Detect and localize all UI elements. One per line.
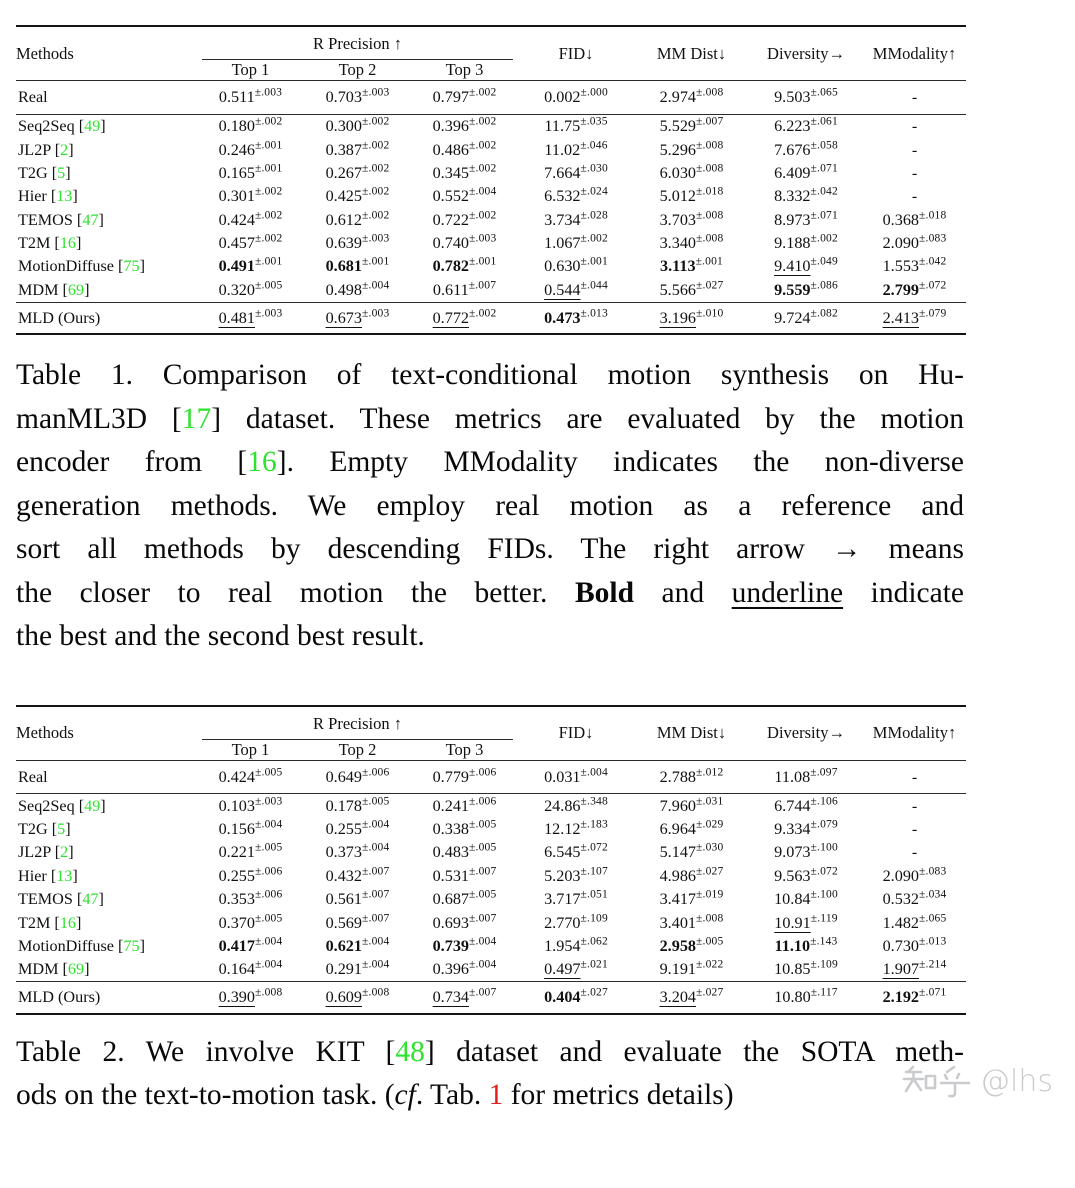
value-cell: $0.703^{\pm.003}$: [325, 86, 390, 106]
caption-text: ods on the text-to-motion task. (: [16, 1079, 395, 1111]
value-cell: $0.687^{\pm.005}$: [432, 888, 497, 909]
value-cell: $3.113^{\pm.001}$: [660, 256, 723, 276]
citation-ref: 69: [67, 960, 85, 979]
value-cell: $0.165^{\pm.001}$: [218, 162, 283, 182]
value-cell: $10.84^{\pm.100}$: [774, 888, 838, 909]
caption-text: Table 2. We involve KIT [: [16, 1035, 396, 1068]
caption-text: manML3D [: [16, 402, 182, 435]
table-row: [16, 231, 966, 254]
method-cell: Seq2Seq [49]: [18, 796, 106, 815]
value-cell: $0.300^{\pm.002}$: [325, 115, 390, 136]
value-cell: $0.267^{\pm.002}$: [325, 162, 390, 182]
value-cell: $3.703^{\pm.008}$: [659, 209, 724, 229]
value-cell: $0.552^{\pm.004}$: [432, 185, 497, 206]
value-cell: $0.246^{\pm.001}$: [218, 139, 283, 159]
caption-text: indicate: [843, 576, 964, 609]
value-cell: $0.373^{\pm.004}$: [325, 842, 390, 862]
value-cell: $0.473^{\pm.013}$: [544, 307, 608, 327]
value-cell: $2.192^{\pm.071}$: [882, 986, 947, 1006]
value-cell: $0.649^{\pm.006}$: [325, 766, 390, 786]
value-cell: $0.782^{\pm.001}$: [432, 256, 497, 276]
value-cell: $2.788^{\pm.012}$: [659, 766, 724, 786]
citation-ref: 75: [123, 936, 140, 955]
value-cell: $3.401^{\pm.008}$: [659, 912, 724, 932]
method-cell: T2G [5]: [18, 820, 71, 839]
value-cell: $0.031^{\pm.004}$: [544, 766, 608, 786]
value-cell: $0.291^{\pm.004}$: [325, 958, 390, 979]
citation-ref: 2: [60, 140, 69, 159]
value-cell: $3.340^{\pm.008}$: [659, 232, 724, 253]
value-cell: $0.639^{\pm.003}$: [325, 232, 390, 253]
value-cell: $2.974^{\pm.008}$: [659, 86, 724, 106]
method-cell: MDM [69]: [18, 280, 90, 299]
value-cell: $6.532^{\pm.024}$: [544, 185, 608, 206]
value-cell: $0.630^{\pm.001}$: [544, 256, 608, 276]
value-cell: $0.730^{\pm.013}$: [882, 935, 947, 955]
value-cell: $0.241^{\pm.006}$: [432, 795, 497, 815]
table-row: [16, 864, 966, 887]
method-cell: MLD (Ours): [18, 988, 101, 1006]
value-cell: $5.203^{\pm.107}$: [544, 865, 608, 885]
value-cell: $11.08^{\pm.097}$: [774, 766, 838, 786]
table-row: [16, 934, 966, 957]
value-cell: $0.301^{\pm.002}$: [218, 185, 283, 206]
metric-header: FID↓: [558, 43, 594, 63]
value-cell: $0.734^{\pm.007}$: [432, 986, 497, 1006]
citation-ref: 17: [181, 402, 212, 435]
table-row: [16, 958, 966, 982]
value-cell: -: [911, 140, 918, 159]
table2-caption: [16, 1031, 1053, 1118]
top-k-header: Top 3: [445, 739, 484, 759]
value-cell: $9.724^{\pm.082}$: [774, 307, 838, 327]
value-cell: $0.387^{\pm.002}$: [325, 139, 390, 159]
table-row: [16, 911, 966, 934]
value-cell: $9.503^{\pm.065}$: [774, 86, 838, 106]
table-row: [16, 208, 966, 231]
citation-ref: 5: [57, 163, 66, 182]
value-cell: -: [911, 843, 918, 862]
value-cell: $0.673^{\pm.003}$: [325, 307, 390, 327]
citation-ref: 49: [84, 117, 101, 136]
value-cell: $0.255^{\pm.004}$: [325, 818, 390, 839]
value-cell: $5.296^{\pm.008}$: [659, 139, 724, 159]
table1-humanml3d-results: [16, 25, 966, 335]
method-cell: Hier [13]: [18, 187, 78, 206]
method-cell: TEMOS [47]: [18, 210, 104, 229]
value-cell: $1.482^{\pm.065}$: [882, 912, 947, 932]
method-cell: MLD (Ours): [18, 308, 101, 327]
value-cell: $0.255^{\pm.006}$: [218, 865, 283, 885]
value-cell: $6.223^{\pm.061}$: [774, 115, 838, 136]
value-cell: $7.960^{\pm.031}$: [659, 795, 724, 815]
value-cell: $24.86^{\pm.348}$: [544, 795, 608, 815]
method-cell: Seq2Seq [49]: [18, 117, 106, 136]
value-cell: $3.417^{\pm.019}$: [659, 888, 724, 909]
value-cell: $0.779^{\pm.006}$: [432, 766, 497, 786]
caption-text: Table 1. Comparison of text-conditional motion synthesis on Hu-: [16, 359, 964, 391]
citation-ref: 69: [67, 280, 85, 299]
citation-ref: 47: [82, 890, 99, 909]
value-cell: $5.147^{\pm.030}$: [659, 842, 724, 862]
methods-header: Methods: [16, 723, 74, 742]
value-cell: $0.612^{\pm.002}$: [325, 209, 390, 229]
value-cell: $0.722^{\pm.002}$: [432, 209, 497, 229]
value-cell: $0.457^{\pm.002}$: [218, 232, 283, 253]
method-cell: Real: [18, 767, 48, 786]
value-cell: $0.338^{\pm.005}$: [432, 818, 497, 839]
caption-text: for metrics details): [503, 1079, 734, 1111]
value-cell: $6.409^{\pm.071}$: [774, 162, 838, 182]
value-cell: $3.204^{\pm.027}$: [659, 986, 724, 1006]
method-cell: T2G [5]: [18, 163, 71, 182]
caption-text: the best and the second best result.: [16, 620, 425, 652]
value-cell: $11.02^{\pm.046}$: [544, 139, 608, 159]
method-cell: T2M [16]: [18, 234, 82, 253]
caption-line: [16, 615, 964, 659]
method-cell: Real: [18, 88, 48, 106]
value-cell: $1.067^{\pm.002}$: [544, 232, 608, 253]
value-cell: $11.10^{\pm.143}$: [774, 935, 838, 955]
value-cell: $9.334^{\pm.079}$: [774, 818, 838, 839]
value-cell: $9.563^{\pm.072}$: [774, 865, 838, 885]
metric-header: FID↓: [558, 723, 594, 742]
table2-kit-results: [16, 705, 966, 1015]
value-cell: $0.486^{\pm.002}$: [432, 139, 497, 159]
metric-header: MModality↑: [872, 723, 957, 742]
table-row: [16, 982, 966, 1014]
value-cell: $9.073^{\pm.100}$: [774, 842, 838, 862]
value-cell: $3.717^{\pm.051}$: [544, 888, 608, 909]
method-cell: MotionDiffuse [75]: [18, 936, 145, 955]
table1-caption: [16, 354, 964, 659]
value-cell: $0.611^{\pm.007}$: [432, 279, 497, 299]
table-row: [16, 841, 966, 864]
value-cell: $2.799^{\pm.072}$: [882, 279, 947, 299]
metric-header: MM Dist↓: [656, 43, 727, 63]
caption-text: the closer to real motion the better.: [16, 576, 575, 609]
top-k-header: Top 3: [445, 60, 484, 79]
value-cell: $11.75^{\pm.035}$: [544, 115, 608, 136]
caption-line: [16, 441, 964, 485]
watermark-handle: @lhs: [980, 1063, 1053, 1099]
method-cell: T2M [16]: [18, 913, 82, 932]
caption-text: ] dataset. These metrics are evaluated by the motion: [211, 402, 964, 435]
citation-ref: 13: [56, 187, 73, 206]
citation-ref: 5: [57, 820, 66, 839]
citation-ref: 2: [60, 843, 69, 862]
value-cell: $0.432^{\pm.007}$: [325, 865, 390, 885]
caption-line: [16, 572, 964, 616]
value-cell: $0.103^{\pm.003}$: [218, 795, 283, 815]
table-row: [16, 888, 966, 911]
value-cell: $0.483^{\pm.005}$: [432, 842, 497, 862]
methods-header: Methods: [16, 43, 74, 63]
value-cell: $0.491^{\pm.001}$: [218, 256, 283, 276]
value-cell: $10.91^{\pm.119}$: [774, 912, 838, 932]
value-cell: $2.958^{\pm.005}$: [659, 935, 724, 955]
value-cell: $9.559^{\pm.086}$: [774, 279, 838, 299]
value-cell: $0.681^{\pm.001}$: [325, 256, 390, 276]
value-cell: -: [911, 187, 918, 206]
value-cell: $0.396^{\pm.002}$: [432, 115, 497, 136]
value-cell: $0.609^{\pm.008}$: [325, 986, 390, 1006]
value-cell: $2.090^{\pm.083}$: [882, 865, 947, 885]
value-cell: $0.320^{\pm.005}$: [218, 279, 283, 299]
metric-header: Diversity→: [767, 43, 845, 63]
citation-ref: 48: [395, 1035, 425, 1068]
value-cell: $0.353^{\pm.006}$: [218, 888, 283, 909]
value-cell: $3.196^{\pm.010}$: [659, 307, 724, 327]
value-cell: -: [911, 117, 918, 136]
caption-text: Bold: [574, 576, 634, 609]
value-cell: $10.85^{\pm.109}$: [774, 958, 838, 979]
value-cell: $0.178^{\pm.005}$: [325, 795, 390, 815]
caption-line: [16, 528, 964, 572]
value-cell: $10.80^{\pm.117}$: [774, 986, 838, 1006]
citation-ref: 75: [123, 257, 140, 276]
value-cell: $0.424^{\pm.002}$: [218, 209, 283, 229]
top-k-header: Top 1: [231, 739, 270, 759]
value-cell: -: [911, 767, 918, 786]
value-cell: $0.390^{\pm.008}$: [218, 986, 283, 1006]
caption-text: ]. Empty MModality indicates the non-diverse: [276, 446, 964, 478]
value-cell: $0.370^{\pm.005}$: [218, 912, 283, 932]
value-cell: $0.424^{\pm.005}$: [218, 766, 283, 786]
value-cell: $5.566^{\pm.027}$: [659, 279, 724, 299]
citation-ref: 47: [82, 210, 99, 229]
metric-header: MModality↑: [872, 43, 957, 63]
value-cell: $0.002^{\pm.000}$: [544, 86, 608, 106]
value-cell: $0.621^{\pm.004}$: [325, 935, 390, 955]
table-row: [16, 278, 966, 302]
value-cell: $7.664^{\pm.030}$: [544, 162, 608, 182]
method-cell: MDM [69]: [18, 960, 90, 979]
value-cell: $0.569^{\pm.007}$: [325, 912, 390, 932]
value-cell: -: [911, 163, 918, 182]
value-cell: $8.973^{\pm.071}$: [774, 209, 838, 229]
value-cell: $0.531^{\pm.007}$: [432, 865, 497, 885]
table-row: [16, 817, 966, 840]
value-cell: $0.345^{\pm.002}$: [432, 162, 497, 182]
caption-line: [16, 398, 964, 442]
value-cell: $2.770^{\pm.109}$: [544, 912, 608, 932]
value-cell: $5.012^{\pm.018}$: [659, 185, 724, 206]
value-cell: $0.156^{\pm.004}$: [218, 818, 283, 839]
table-row: [16, 161, 966, 184]
value-cell: $0.740^{\pm.003}$: [432, 232, 497, 253]
value-cell: $5.529^{\pm.007}$: [659, 115, 724, 136]
top-k-header: Top 2: [338, 739, 377, 759]
value-cell: $0.511^{\pm.003}$: [218, 86, 283, 106]
value-cell: $0.739^{\pm.004}$: [432, 935, 497, 955]
citation-ref: 16: [59, 234, 76, 253]
value-cell: $6.030^{\pm.008}$: [659, 162, 724, 182]
value-cell: $0.481^{\pm.003}$: [218, 307, 283, 327]
value-cell: $6.545^{\pm.072}$: [544, 842, 608, 862]
method-cell: TEMOS [47]: [18, 890, 104, 909]
value-cell: $0.404^{\pm.027}$: [544, 986, 608, 1006]
value-cell: $0.544^{\pm.044}$: [544, 279, 608, 299]
caption-text: generation methods. We employ real motion as a reference and: [16, 489, 964, 522]
value-cell: $0.368^{\pm.018}$: [882, 209, 947, 229]
value-cell: $0.164^{\pm.004}$: [218, 958, 283, 979]
table-row: [16, 114, 966, 138]
caption-text: and: [633, 576, 732, 609]
value-cell: $1.907^{\pm.214}$: [882, 958, 947, 979]
value-cell: $12.12^{\pm.183}$: [544, 818, 608, 839]
table-row: [16, 760, 966, 794]
zhihu-logo-icon: [902, 1064, 972, 1098]
table-row: [16, 185, 966, 208]
caption-line: [16, 485, 964, 529]
caption-line: [16, 1074, 964, 1118]
citation-ref: 49: [84, 796, 101, 815]
value-cell: $9.188^{\pm.002}$: [774, 232, 838, 253]
caption-text: ] dataset and evaluate the SOTA meth-: [424, 1035, 965, 1068]
value-cell: $0.797^{\pm.002}$: [432, 86, 497, 106]
value-cell: $6.744^{\pm.106}$: [774, 795, 838, 815]
value-cell: $0.497^{\pm.021}$: [544, 958, 608, 979]
value-cell: $0.417^{\pm.004}$: [218, 935, 283, 955]
table-row: [16, 794, 966, 818]
watermark: [902, 1064, 1053, 1099]
caption-line: [16, 1031, 964, 1075]
metric-header: MM Dist↓: [656, 723, 727, 742]
value-cell: $6.964^{\pm.029}$: [659, 818, 724, 839]
citation-ref: 16: [247, 446, 277, 478]
method-cell: MotionDiffuse [75]: [18, 257, 145, 276]
table-row: [16, 255, 966, 278]
value-cell: $4.986^{\pm.027}$: [659, 865, 724, 885]
top-k-header: Top 2: [338, 60, 377, 79]
value-cell: $1.553^{\pm.042}$: [882, 256, 947, 276]
caption-text: encoder from [: [16, 446, 248, 478]
value-cell: $3.734^{\pm.028}$: [544, 209, 608, 229]
value-cell: $0.498^{\pm.004}$: [325, 279, 390, 299]
value-cell: -: [911, 796, 918, 815]
r-precision-header: R Precision ↑: [197, 26, 518, 60]
method-cell: JL2P [2]: [18, 843, 74, 862]
value-cell: $8.332^{\pm.042}$: [774, 185, 838, 206]
metric-header: Diversity→: [767, 723, 845, 742]
table-row: [16, 302, 966, 334]
caption-text: . Tab.: [415, 1079, 489, 1111]
citation-ref: 16: [59, 913, 76, 932]
cross-ref: 1: [488, 1079, 504, 1111]
value-cell: $9.410^{\pm.049}$: [774, 256, 838, 276]
caption-text: cf: [394, 1079, 416, 1111]
value-cell: $2.090^{\pm.083}$: [882, 232, 947, 253]
value-cell: $0.772^{\pm.002}$: [432, 307, 497, 327]
value-cell: $1.954^{\pm.062}$: [544, 935, 608, 955]
caption-line: [16, 354, 964, 398]
value-cell: $0.561^{\pm.007}$: [325, 888, 390, 909]
value-cell: $0.180^{\pm.002}$: [218, 115, 283, 136]
value-cell: $0.396^{\pm.004}$: [432, 958, 497, 979]
value-cell: $0.532^{\pm.034}$: [882, 888, 947, 909]
value-cell: $9.191^{\pm.022}$: [659, 958, 724, 979]
citation-ref: 13: [56, 866, 73, 885]
r-precision-header: R Precision ↑: [197, 706, 518, 740]
table-row: [16, 138, 966, 161]
value-cell: $2.413^{\pm.079}$: [882, 307, 947, 327]
value-cell: $0.221^{\pm.005}$: [218, 842, 283, 862]
caption-text: underline: [731, 576, 844, 609]
table-row: [16, 81, 966, 115]
method-cell: Hier [13]: [18, 866, 78, 885]
value-cell: -: [911, 820, 918, 839]
value-cell: -: [911, 88, 918, 106]
value-cell: $0.693^{\pm.007}$: [432, 912, 497, 932]
top-k-header: Top 1: [231, 60, 270, 79]
value-cell: $0.425^{\pm.002}$: [325, 185, 390, 206]
caption-text: sort all methods by descending FIDs. The right arrow → means: [16, 533, 964, 565]
value-cell: $7.676^{\pm.058}$: [774, 139, 838, 159]
method-cell: JL2P [2]: [18, 140, 74, 159]
